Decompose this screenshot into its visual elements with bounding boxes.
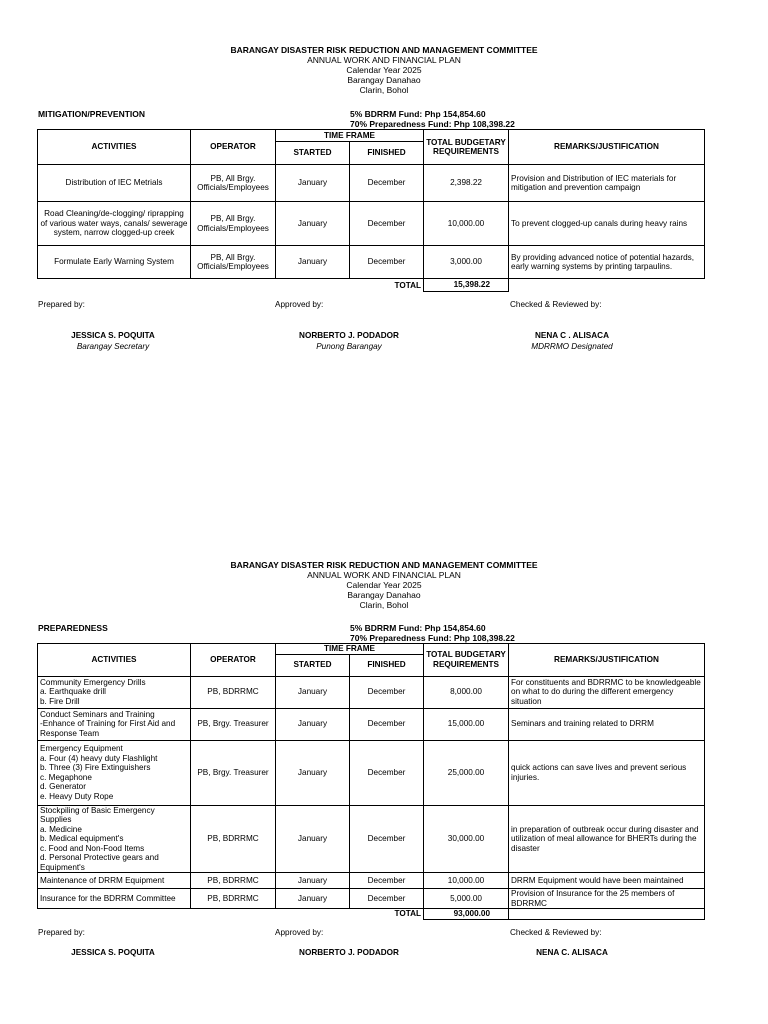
header-location: Clarin, Bohol xyxy=(359,85,409,95)
header-location: Clarin, Bohol xyxy=(359,600,409,610)
budget-cell: 5,000.00 xyxy=(424,889,509,909)
activity-line: Conduct Seminars and Training xyxy=(40,709,155,719)
activity-cell xyxy=(38,708,191,740)
started-cell: January xyxy=(276,676,350,708)
col-finished: FINISHED xyxy=(350,142,424,165)
checked-name: NENA C . ALISACA xyxy=(535,331,609,340)
started-cell: January xyxy=(276,246,350,279)
header-subtitle: ANNUAL WORK AND FINANCIAL PLAN xyxy=(307,55,461,65)
total-value: 93,000.00 xyxy=(424,909,509,920)
col-activities: ACTIVITIES xyxy=(38,644,191,677)
header-title: BARANGAY DISASTER RISK REDUCTION AND MANAGEMENT COMMITTEE xyxy=(230,45,538,55)
activity-cell xyxy=(38,676,191,708)
activity-cell: Insurance for the BDRRM Committee xyxy=(38,889,191,909)
budget-cell: 8,000.00 xyxy=(424,676,509,708)
col-finished: FINISHED xyxy=(350,654,424,676)
remarks-cell: quick actions can save lives and prevent serious injuries. xyxy=(509,740,705,805)
activity-cell: Formulate Early Warning System xyxy=(38,246,191,279)
activity-line: e. Heavy Duty Rope xyxy=(40,791,114,801)
activity-cell xyxy=(38,740,191,805)
budget-cell: 15,000.00 xyxy=(424,708,509,740)
col-remarks: REMARKS/JUSTIFICATION xyxy=(509,130,705,165)
finished-cell: December xyxy=(350,202,424,246)
remarks-cell: To prevent clogged-up canals during heavy rains xyxy=(509,202,705,246)
finished-cell: December xyxy=(350,708,424,740)
col-activities: ACTIVITIES xyxy=(38,130,191,165)
approved-title: Punong Barangay xyxy=(316,342,382,351)
prepared-name: JESSICA S. POQUITA xyxy=(71,331,155,340)
started-cell: January xyxy=(276,873,350,889)
remarks-cell: By providing advanced notice of potential hazards, early warning systems by printing tarpaulins. xyxy=(509,246,705,279)
activity-line: b. Medical equipment's xyxy=(40,834,124,843)
budget-cell: 25,000.00 xyxy=(424,740,509,805)
started-cell: January xyxy=(276,805,350,873)
operator-cell: PB, Brgy. Treasurer xyxy=(191,708,276,740)
activity-line: c. Food and Non-Food Items xyxy=(40,843,145,853)
activity-line: a. Four (4) heavy duty Flashlight xyxy=(40,753,158,763)
prepared-name: JESSICA S. POQUITA xyxy=(71,948,155,957)
total-row xyxy=(38,279,705,292)
col-remarks: REMARKS/JUSTIFICATION xyxy=(509,644,705,677)
category-label: MITIGATION/PREVENTION xyxy=(38,109,146,119)
table-row xyxy=(38,202,705,246)
started-cell: January xyxy=(276,202,350,246)
activity-line: d. Generator xyxy=(40,782,86,791)
header-year: Calendar Year 2025 xyxy=(346,65,422,75)
activity-line: a. Earthquake drill xyxy=(40,687,106,697)
finished-cell: December xyxy=(350,889,424,909)
header-barangay: Barangay Danahao xyxy=(347,75,421,85)
remarks-cell: Seminars and training related to DRRM xyxy=(509,708,705,740)
budget-cell: 10,000.00 xyxy=(424,202,509,246)
activity-line: c. Megaphone xyxy=(40,772,92,782)
finished-cell: December xyxy=(350,805,424,873)
plan-table-1 xyxy=(37,129,705,292)
prepared-by-label: Prepared by: xyxy=(38,300,85,309)
operator-cell: PB, All Brgy. Officials/Employees xyxy=(191,165,276,202)
header-year: Calendar Year 2025 xyxy=(346,580,422,590)
total-row xyxy=(38,909,705,920)
finished-cell: December xyxy=(350,740,424,805)
checked-by-label: Checked & Reviewed by: xyxy=(510,928,602,937)
started-cell: January xyxy=(276,165,350,202)
table-row xyxy=(38,740,705,805)
checked-name: NENA C. ALISACA xyxy=(536,948,608,957)
total-label: TOTAL xyxy=(350,279,424,292)
remarks-cell: Provision and Distribution of IEC materials for mitigation and prevention campaign xyxy=(509,165,705,202)
header-subtitle: ANNUAL WORK AND FINANCIAL PLAN xyxy=(307,570,461,580)
activity-line: Community Emergency Drills xyxy=(40,677,146,687)
activity-line: b. Fire Drill xyxy=(40,696,80,706)
prepared-by-label: Prepared by: xyxy=(38,928,85,937)
activity-cell xyxy=(38,805,191,873)
budget-cell: 30,000.00 xyxy=(424,805,509,873)
operator-cell: PB, BDRRMC xyxy=(191,676,276,708)
table-row xyxy=(38,873,705,889)
finished-cell: December xyxy=(350,246,424,279)
doc-header-2 xyxy=(0,560,768,610)
remarks-cell: DRRM Equipment would have been maintained xyxy=(509,873,705,889)
started-cell: January xyxy=(276,708,350,740)
approved-by-label: Approved by: xyxy=(275,300,324,309)
col-started: STARTED xyxy=(276,142,350,165)
col-operator: OPERATOR xyxy=(191,644,276,677)
table-row xyxy=(38,676,705,708)
doc-header-1 xyxy=(0,45,768,95)
total-label: TOTAL xyxy=(350,909,424,920)
table-row xyxy=(38,246,705,279)
activity-line: a. Medicine xyxy=(40,824,82,834)
activity-line: Stockpiling of Basic Emergency Supplies xyxy=(40,805,155,824)
operator-cell: PB, BDRRMC xyxy=(191,889,276,909)
prepared-title: Barangay Secretary xyxy=(76,342,150,351)
col-started: STARTED xyxy=(276,654,350,676)
checked-title: MDRRMO Designated xyxy=(531,342,613,351)
budget-cell: 3,000.00 xyxy=(424,246,509,279)
operator-cell: PB, BDRRMC xyxy=(191,805,276,873)
fund-bdrrm: 5% BDRRM Fund: Php 154,854.60 xyxy=(350,109,486,119)
started-cell: January xyxy=(276,740,350,805)
approved-name: NORBERTO J. PODADOR xyxy=(299,331,399,340)
operator-cell: PB, Brgy. Treasurer xyxy=(191,740,276,805)
budget-cell: 10,000.00 xyxy=(424,873,509,889)
operator-cell: PB, All Brgy. Officials/Employees xyxy=(191,246,276,279)
fund-preparedness: 70% Preparedness Fund: Php 108,398.22 xyxy=(350,633,515,643)
remarks-cell: Provision of Insurance for the 25 members of BDRRMC xyxy=(509,889,705,909)
col-budget: TOTAL BUDGETARY REQUIREMENTS xyxy=(424,130,509,165)
table-row xyxy=(38,165,705,202)
total-value: 15,398.22 xyxy=(424,279,509,292)
activity-line: -Enhance of Training for First Aid and Response Team xyxy=(40,719,176,738)
activity-line: b. Three (3) Fire Extinguishers xyxy=(40,763,151,772)
fund-bdrrm: 5% BDRRM Fund: Php 154,854.60 xyxy=(350,623,486,633)
approved-by-label: Approved by: xyxy=(275,928,324,937)
table-row xyxy=(38,889,705,909)
remarks-cell: For constituents and BDRRMC to be knowledgeable on what to do during the different emergency situation xyxy=(509,676,705,708)
finished-cell: December xyxy=(350,676,424,708)
finished-cell: December xyxy=(350,873,424,889)
table-row xyxy=(38,708,705,740)
finished-cell: December xyxy=(350,165,424,202)
header-barangay: Barangay Danahao xyxy=(347,590,421,600)
activity-cell: Road Cleaning/de-clogging/ riprapping of various water ways, canals/ sewerage system, narrow clogged-up creek xyxy=(38,202,191,246)
header-title: BARANGAY DISASTER RISK REDUCTION AND MANAGEMENT COMMITTEE xyxy=(230,560,538,570)
activity-cell: Distribution of IEC Metrials xyxy=(38,165,191,202)
started-cell: January xyxy=(276,889,350,909)
budget-cell: 2,398.22 xyxy=(424,165,509,202)
fund-info xyxy=(350,109,515,129)
table-row xyxy=(38,805,705,873)
fund-info xyxy=(350,623,515,643)
col-time-frame: TIME FRAME xyxy=(276,644,424,655)
remarks-cell: in preparation of outbreak occur during disaster and utilization of meal allowance for BHERTs during the disaster xyxy=(509,805,705,873)
activity-cell: Maintenance of DRRM Equipment xyxy=(38,873,191,889)
col-operator: OPERATOR xyxy=(191,130,276,165)
checked-by-label: Checked & Reviewed by: xyxy=(510,300,602,309)
operator-cell: PB, BDRRMC xyxy=(191,873,276,889)
approved-name: NORBERTO J. PODADOR xyxy=(299,948,399,957)
fund-preparedness: 70% Preparedness Fund: Php 108,398.22 xyxy=(350,119,515,129)
col-budget: TOTAL BUDGETARY REQUIREMENTS xyxy=(424,644,509,677)
activity-line: Emergency Equipment xyxy=(40,744,123,753)
category-label: PREPAREDNESS xyxy=(38,623,108,633)
col-time-frame: TIME FRAME xyxy=(276,130,424,142)
activity-line: d. Personal Protective gears and Equipment's xyxy=(40,853,159,872)
plan-table-2 xyxy=(37,643,705,920)
operator-cell: PB, All Brgy. Officials/Employees xyxy=(191,202,276,246)
